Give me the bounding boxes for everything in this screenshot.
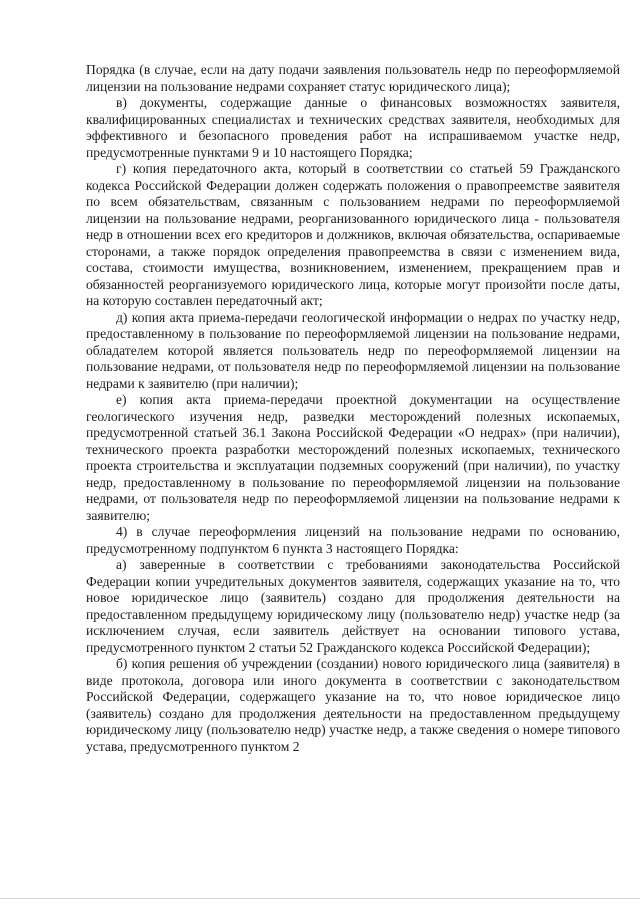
page-bottom-edge xyxy=(0,898,640,899)
paragraph-item-b: б) копия решения об учреждении (создании) нового юридического лица (заявителя) в виде протокола, договора или иного документа в соответствии с законодательством Российской Федерации, содержащего указание на то, что новое юридическое лицо (заявитель) создано для продолжения деятельности на предоставленном предыдущему юридическому лицу (пользователю недр) участке недр, а также сведения о номере типового устава, предусмотренного пунктом 2 xyxy=(86,656,620,754)
paragraph-item-e: е) копия акта приема-передачи проектной документации на осуществление геологического изучения недр, разведки месторождений полезных ископаемых, предусмотренной статьей 36.1 Закона Российской Федерации «О недрах» (при наличии), технического проекта разработки месторождений полезных ископаемых, технического проекта строительства и эксплуатации подземных сооружений (при наличии), по участку недр, предоставленному в пользование по переоформляемой лицензии на пользование недрами, от пользователя недр по переоформляемой лицензии на пользование недрами к заявителю; xyxy=(86,392,620,523)
paragraph-item-d: д) копия акта приема-передачи геологической информации о недрах по участку недр, предоставленному в пользование по переоформляемой лицензии на пользование недрами, обладателем которой является пользователь недр по переоформляемой лицензии на пользование недрами, от пользователя недр по переоформляемой лицензии на пользование недрами к заявителю (при наличии); xyxy=(86,309,620,391)
paragraph-continuation: Порядка (в случае, если на дату подачи заявления пользователь недр по переоформляемой лицензии на пользование недрами сохраняет статус юридического лица); xyxy=(86,62,620,94)
paragraph-item-4: 4) в случае переоформления лицензий на пользование недрами по основанию, предусмотренному подпунктом 6 пункта 3 настоящего Порядка: xyxy=(86,524,620,556)
paragraph-item-v: в) документы, содержащие данные о финансовых возможностях заявителя, квалифицированных специалистах и технических средствах заявителя, необходимых для эффективного и безопасного проведения работ на испрашиваемом участке недр, предусмотренные пунктами 9 и 10 настоящего Порядка; xyxy=(86,95,620,160)
paragraph-item-g: г) копия передаточного акта, который в соответствии со статьей 59 Гражданского кодекса Российской Федерации должен содержать положения о правопреемстве заявителя по всем обязательствам, связанным с пользованием недрами по переоформляемой лицензии на пользование недрами, реорганизованного юридического лица - пользователя недр в отношении всех его кредиторов и должников, включая обязательства, оспариваемые сторонами, а также порядок определения правопреемства в связи с изменением вида, состава, стоимости имущества, возникновением, изменением, прекращением прав и обязанностей реорганизуемого юридического лица, которые могут произойти после даты, на которую составлен передаточный акт; xyxy=(86,161,620,308)
paragraph-item-a: а) заверенные в соответствии с требованиями законодательства Российской Федерации копии учредительных документов заявителя, содержащих указание на то, что новое юридическое лицо (заявитель) создано для продолжения деятельности на предоставленном предыдущему юридическому лицу (пользователю недр) участке недр (за исключением случая, если заявитель действует на основании типового устава, предусмотренного пунктом 2 статьи 52 Гражданского кодекса Российской Федерации); xyxy=(86,557,620,655)
document-page xyxy=(86,62,620,755)
